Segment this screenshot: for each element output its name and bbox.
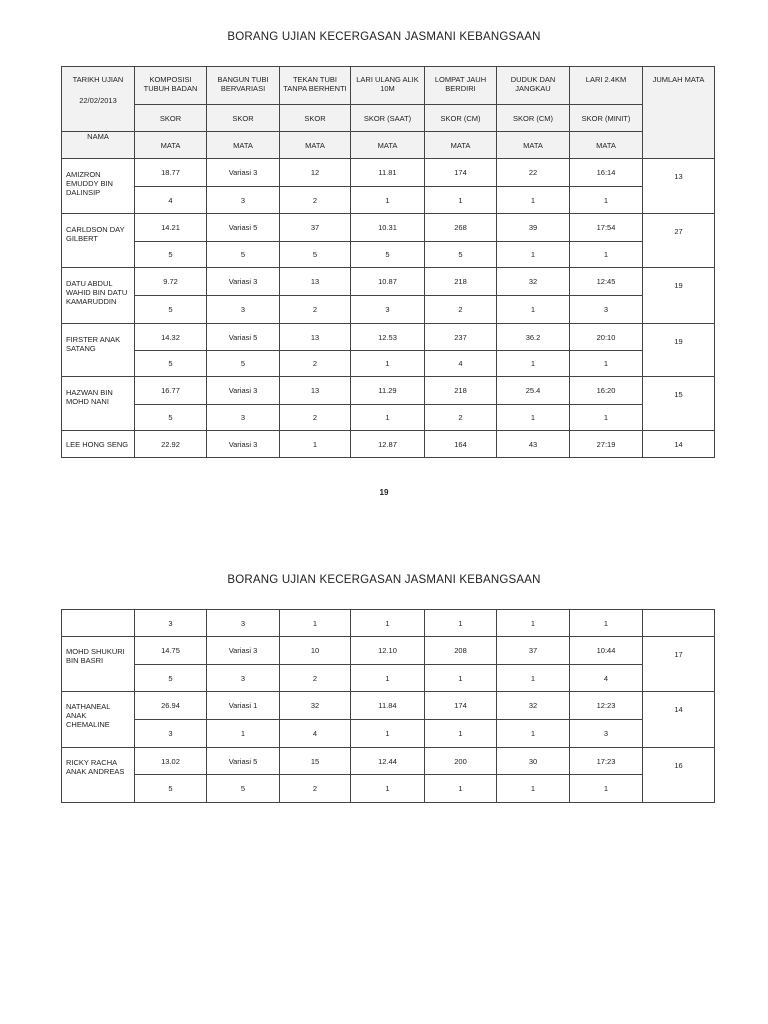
score-cell: 43	[497, 431, 570, 458]
score-cell: Variasi 3	[207, 637, 280, 665]
points-cell: 2	[280, 775, 351, 803]
points-unit-header: MATA	[497, 132, 570, 159]
score-cell: 10	[280, 637, 351, 665]
points-cell: 1	[497, 720, 570, 748]
score-cell: 11.29	[351, 377, 425, 405]
score-cell: 32	[280, 692, 351, 720]
score-cell: Variasi 5	[207, 748, 280, 775]
score-unit-header: SKOR	[280, 105, 351, 132]
score-cell: 218	[425, 268, 497, 296]
score-cell: 12.10	[351, 637, 425, 665]
score-cell: 174	[425, 159, 497, 187]
score-unit-header: SKOR (MINIT)	[570, 105, 643, 132]
column-header: DUDUK DAN JANGKAU	[497, 67, 570, 105]
column-header: KOMPOSISI TUBUH BADAN	[135, 67, 207, 105]
score-cell: 12:45	[570, 268, 643, 296]
score-cell: 14.32	[135, 324, 207, 351]
score-cell: 15	[280, 748, 351, 775]
points-cell: 5	[351, 242, 425, 268]
table-row	[62, 775, 715, 803]
score-cell: 22.92	[135, 431, 207, 458]
total-points-cell: 13	[643, 159, 715, 214]
score-cell: 30	[497, 748, 570, 775]
score-cell: 218	[425, 377, 497, 405]
points-cell: 3	[570, 296, 643, 324]
table-row	[62, 692, 715, 720]
total-points-cell: 19	[643, 324, 715, 377]
points-cell: 5	[425, 242, 497, 268]
table-row	[62, 610, 715, 637]
score-cell: 12.44	[351, 748, 425, 775]
points-cell: 3	[207, 187, 280, 214]
score-cell: 16:14	[570, 159, 643, 187]
total-points-cell: 19	[643, 268, 715, 324]
points-unit-header: MATA	[351, 132, 425, 159]
points-unit-header: MATA	[570, 132, 643, 159]
student-name: HAZWAN BIN MOHD NANI	[62, 377, 135, 431]
name-column-header: NAMA	[62, 132, 135, 159]
table-row	[62, 324, 715, 351]
score-cell: 16.77	[135, 377, 207, 405]
column-header: LARI ULANG ALIK 10M	[351, 67, 425, 105]
score-cell: 237	[425, 324, 497, 351]
points-unit-header: MATA	[280, 132, 351, 159]
page-title: BORANG UJIAN KECERGASAN JASMANI KEBANGSAAN	[227, 574, 541, 586]
score-cell: 39	[497, 214, 570, 242]
score-cell: 174	[425, 692, 497, 720]
score-cell: 20:10	[570, 324, 643, 351]
points-cell: 1	[497, 665, 570, 692]
score-cell: 200	[425, 748, 497, 775]
points-cell: 5	[135, 775, 207, 803]
points-cell: 1	[351, 405, 425, 431]
score-cell: Variasi 3	[207, 268, 280, 296]
points-cell: 3	[135, 720, 207, 748]
score-cell: Variasi 1	[207, 692, 280, 720]
student-name: FIRSTER ANAK SATANG	[62, 324, 135, 377]
points-cell: 5	[207, 242, 280, 268]
points-cell: 5	[135, 351, 207, 377]
test-date-value: 22/02/2013	[79, 96, 117, 105]
points-cell: 3	[207, 405, 280, 431]
table-row	[62, 159, 715, 187]
score-cell: Variasi 5	[207, 324, 280, 351]
points-cell: 2	[280, 351, 351, 377]
score-cell: 13	[280, 268, 351, 296]
score-cell: 268	[425, 214, 497, 242]
table-row	[62, 351, 715, 377]
points-cell: 1	[497, 296, 570, 324]
points-cell: 1	[570, 405, 643, 431]
points-cell: 1	[497, 187, 570, 214]
score-cell: 10:44	[570, 637, 643, 665]
score-cell: 37	[497, 637, 570, 665]
points-cell: 3	[351, 296, 425, 324]
score-cell: 208	[425, 637, 497, 665]
score-cell: 17:54	[570, 214, 643, 242]
table-row	[62, 214, 715, 242]
score-cell: 37	[280, 214, 351, 242]
score-cell: Variasi 5	[207, 214, 280, 242]
score-cell: 11.81	[351, 159, 425, 187]
score-cell: 16:20	[570, 377, 643, 405]
total-points-cell: 17	[643, 637, 715, 692]
points-cell: 3	[135, 610, 207, 637]
student-name: AMIZRON EMUDDY BIN DALINSIP	[62, 159, 135, 214]
score-unit-header: SKOR	[135, 105, 207, 132]
points-cell: 4	[280, 720, 351, 748]
points-cell: 1	[351, 187, 425, 214]
score-cell: 13	[280, 324, 351, 351]
points-cell: 1	[497, 405, 570, 431]
points-cell: 1	[280, 610, 351, 637]
points-cell: 2	[280, 296, 351, 324]
points-cell: 4	[570, 665, 643, 692]
total-points-cell: 15	[643, 377, 715, 431]
table-row	[62, 377, 715, 405]
score-cell: 32	[497, 692, 570, 720]
score-cell: 12	[280, 159, 351, 187]
points-cell: 4	[135, 187, 207, 214]
fitness-test-table-continued	[61, 609, 715, 803]
student-name: RICKY RACHA ANAK ANDREAS	[62, 748, 135, 803]
points-cell: 1	[351, 351, 425, 377]
student-name: CARLDSON DAY GILBERT	[62, 214, 135, 268]
column-header: LARI 2.4KM	[570, 67, 643, 105]
points-unit-header: MATA	[425, 132, 497, 159]
fitness-test-table	[61, 66, 715, 458]
score-cell: 10.87	[351, 268, 425, 296]
total-points-cell: 16	[643, 748, 715, 803]
points-cell: 5	[207, 351, 280, 377]
table-row	[62, 268, 715, 296]
points-cell: 3	[570, 720, 643, 748]
points-cell: 1	[351, 610, 425, 637]
score-cell: 13.02	[135, 748, 207, 775]
column-header: LOMPAT JAUH BERDIRI	[425, 67, 497, 105]
empty-name-cell	[62, 610, 135, 637]
total-points-header: JUMLAH MATA	[643, 67, 715, 159]
column-header: TEKAN TUBI TANPA BERHENTI	[280, 67, 351, 105]
points-cell: 3	[207, 665, 280, 692]
table-row	[62, 637, 715, 665]
score-cell: 12:23	[570, 692, 643, 720]
score-cell: 12.87	[351, 431, 425, 458]
points-cell: 1	[425, 720, 497, 748]
score-cell: 36.2	[497, 324, 570, 351]
score-cell: 12.53	[351, 324, 425, 351]
points-cell: 5	[280, 242, 351, 268]
page-number: 19	[379, 488, 389, 497]
score-cell: 9.72	[135, 268, 207, 296]
table-row	[62, 431, 715, 458]
points-unit-header: MATA	[135, 132, 207, 159]
score-cell: 25.4	[497, 377, 570, 405]
score-cell: 11.84	[351, 692, 425, 720]
score-cell: 13	[280, 377, 351, 405]
page-title: BORANG UJIAN KECERGASAN JASMANI KEBANGSAAN	[227, 31, 541, 43]
score-cell: 26.94	[135, 692, 207, 720]
score-unit-header: SKOR (CM)	[497, 105, 570, 132]
points-cell: 1	[570, 351, 643, 377]
points-cell: 1	[497, 242, 570, 268]
table-row	[62, 296, 715, 324]
empty-total-cell	[643, 610, 715, 637]
points-unit-header: MATA	[207, 132, 280, 159]
points-cell: 5	[135, 665, 207, 692]
score-cell: 27:19	[570, 431, 643, 458]
points-cell: 1	[351, 720, 425, 748]
points-cell: 1	[425, 610, 497, 637]
points-cell: 1	[570, 610, 643, 637]
test-date-label: TARIKH UJIAN	[72, 75, 124, 84]
points-cell: 2	[280, 405, 351, 431]
student-name: MOHD SHUKURI BIN BASRI	[62, 637, 135, 692]
student-name: LEE HONG SENG	[62, 431, 135, 458]
table-row	[62, 242, 715, 268]
points-cell: 1	[425, 187, 497, 214]
points-cell: 1	[425, 775, 497, 803]
score-cell: 1	[280, 431, 351, 458]
score-cell: Variasi 3	[207, 431, 280, 458]
points-cell: 3	[207, 610, 280, 637]
score-cell: 10.31	[351, 214, 425, 242]
score-cell: 18.77	[135, 159, 207, 187]
points-cell: 1	[497, 610, 570, 637]
score-unit-header: SKOR (CM)	[425, 105, 497, 132]
total-points-cell: 14	[643, 692, 715, 748]
column-header: BANGUN TUBI BERVARIASI	[207, 67, 280, 105]
points-cell: 2	[425, 405, 497, 431]
total-points-cell: 14	[643, 431, 715, 458]
score-cell: 22	[497, 159, 570, 187]
total-points-cell: 27	[643, 214, 715, 268]
points-cell: 2	[280, 187, 351, 214]
student-name: DATU ABDUL WAHID BIN DATU KAMARUDDIN	[62, 268, 135, 324]
points-cell: 5	[135, 405, 207, 431]
table-row	[62, 405, 715, 431]
points-cell: 2	[425, 296, 497, 324]
score-cell: 164	[425, 431, 497, 458]
score-cell: Variasi 3	[207, 159, 280, 187]
test-date-cell	[62, 67, 135, 132]
points-cell: 1	[570, 775, 643, 803]
score-cell: 17:23	[570, 748, 643, 775]
score-cell: 32	[497, 268, 570, 296]
table-row	[62, 748, 715, 775]
points-cell: 1	[570, 187, 643, 214]
score-cell: 14.21	[135, 214, 207, 242]
points-cell: 4	[425, 351, 497, 377]
points-cell: 1	[425, 665, 497, 692]
points-cell: 1	[207, 720, 280, 748]
points-cell: 2	[280, 665, 351, 692]
table-row	[62, 720, 715, 748]
table-row	[62, 187, 715, 214]
score-cell: Variasi 3	[207, 377, 280, 405]
score-cell: 14.75	[135, 637, 207, 665]
score-unit-header: SKOR (SAAT)	[351, 105, 425, 132]
score-unit-header: SKOR	[207, 105, 280, 132]
points-cell: 5	[135, 296, 207, 324]
points-cell: 1	[497, 775, 570, 803]
points-cell: 1	[351, 775, 425, 803]
points-cell: 1	[351, 665, 425, 692]
student-name: NATHANEAL ANAK CHEMALINE	[62, 692, 135, 748]
points-cell: 3	[207, 296, 280, 324]
table-row	[62, 665, 715, 692]
points-cell: 5	[207, 775, 280, 803]
points-cell: 5	[135, 242, 207, 268]
points-cell: 1	[570, 242, 643, 268]
points-cell: 1	[497, 351, 570, 377]
